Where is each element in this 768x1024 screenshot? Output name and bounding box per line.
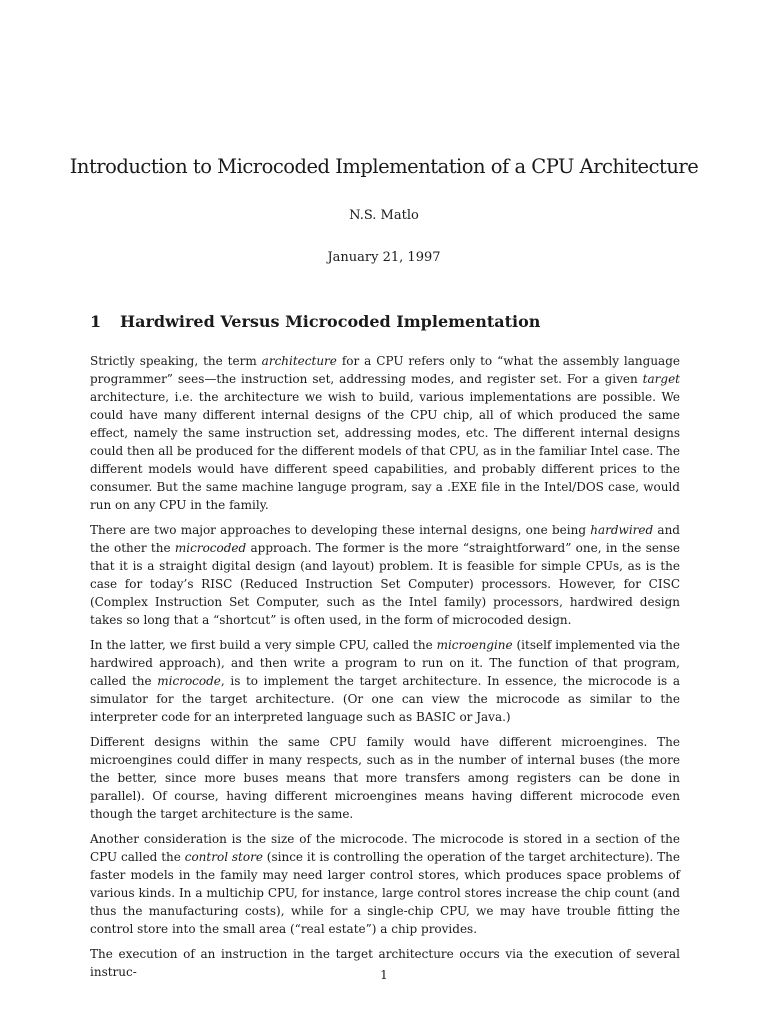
section-number: 1 <box>90 312 102 331</box>
text-run: and the other the <box>90 523 680 555</box>
section-title: Hardwired Versus Microcoded Implementation <box>120 312 541 331</box>
body-text <box>90 352 680 988</box>
emphasized-term: hardwired <box>590 523 654 537</box>
text-run: approach. The former is the more “straightforward” one, in the sense that it is a straight digital design (and layout) problem. It is feasible for simple CPUs, as is the case for today’s RISC (Reduced Instruction Set Computer) processors. However, for CISC (Complex Instruction Set Computer, such as the Intel family) processors, hardwired design takes so long that a “shortcut” is often used, in the form of microcoded design. <box>90 541 680 627</box>
text-run: , is to implement the target architecture. In essence, the microcode is a simulator for the target architecture. (Or one can view the microcode as similar to the interpreter code for an interpreted language such as BASIC or Java.) <box>90 674 681 724</box>
text-run: Strictly speaking, the term <box>90 354 262 368</box>
publication-date: January 21, 1997 <box>327 250 441 265</box>
paragraph <box>90 830 680 938</box>
emphasized-term: microcoded <box>174 541 247 555</box>
paper-title: Introduction to Microcoded Implementation of a CPU Architecture <box>69 155 699 178</box>
text-run: (itself implemented via the hardwired approach), and then write a program to run on it. The function of that program, called the <box>90 638 680 688</box>
text-run: There are two major approaches to developing these internal designs, one being <box>90 523 591 537</box>
text-run: Another consideration is the size of the microcode. The microcode is stored in a section of the CPU called the <box>90 832 680 864</box>
author-name: N.S. Matlo <box>349 208 419 223</box>
text-run: (since it is controlling the operation of the target architecture). The faster models in the family may need larger control stores, which produces space problems of various kinds. In a multichip CPU, for instance, large control stores increase the chip count (and thus the manufacturing costs), while for a single-chip CPU, we may have trouble fitting the control store into the small area (“real estate”) a chip provides. <box>90 850 680 936</box>
paragraph <box>90 521 680 629</box>
text-run: architecture, i.e. the architecture we wish to build, various implementations are possible. We could have many different internal designs of the CPU chip, all of which produced the same effect, namely the same instruction set, addressing modes, etc. The different internal designs could then all be produced for the different models of that CPU, as in the familiar Intel case. The different models would have different speed capabilities, and probably different prices to the consumer. But the same machine languge program, say a .EXE file in the Intel/DOS case, would run on any CPU in the family. <box>90 390 680 512</box>
section-heading <box>90 312 540 331</box>
emphasized-term: control store <box>184 850 263 864</box>
page-number: 1 <box>380 968 388 982</box>
emphasized-term: microengine <box>436 638 513 652</box>
paragraph <box>90 636 680 726</box>
text-run: The execution of an instruction in the target architecture occurs via the execution of several instruc- <box>90 947 680 979</box>
emphasized-term: architecture <box>261 354 337 368</box>
paragraph <box>90 352 680 514</box>
paragraph <box>90 733 680 823</box>
emphasized-term: target <box>642 372 680 386</box>
text-run: In the latter, we first build a very simple CPU, called the <box>90 638 437 652</box>
text-run: for a CPU refers only to “what the assembly language programmer” sees—the instruction set, addressing modes, and register set. For a given <box>90 354 680 386</box>
text-run: Different designs within the same CPU family would have different microengines. The microengines could differ in many respects, such as in the number of internal buses (the more the better, since more buses means that more transfers among registers can be done in parallel). Of course, having different microengines means having different microcode even though the target architecture is the same. <box>90 735 680 821</box>
emphasized-term: microcode <box>157 674 221 688</box>
